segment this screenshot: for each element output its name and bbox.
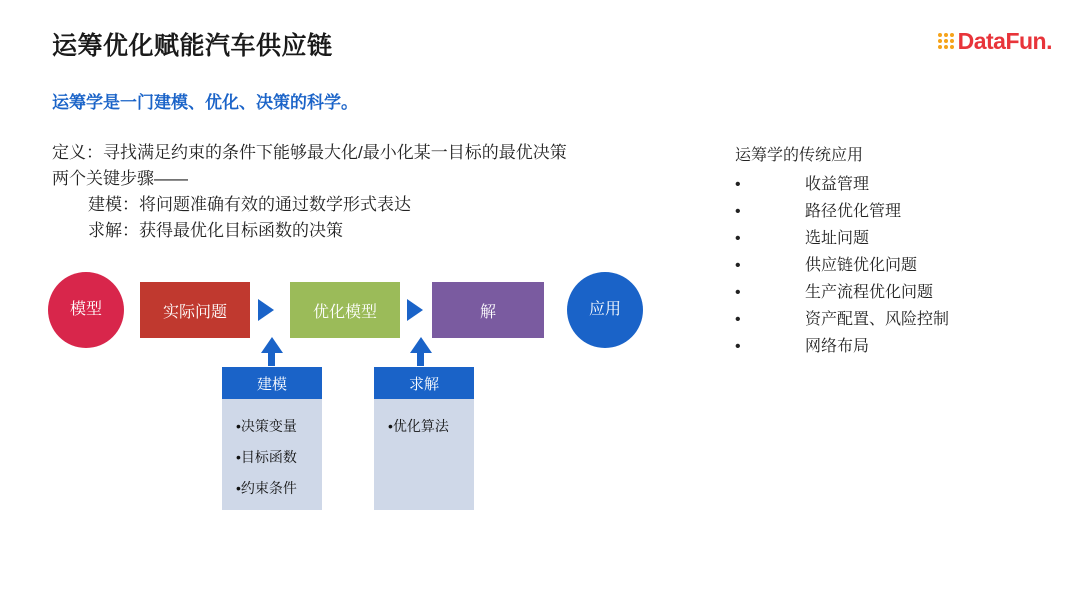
node-solution: 解 bbox=[432, 282, 544, 338]
panel-item: •决策变量 bbox=[236, 418, 297, 434]
list-item: • 选址问题 bbox=[735, 225, 1065, 252]
panel-solving-body bbox=[374, 399, 474, 452]
logo-text-fun: Fun. bbox=[1005, 27, 1052, 54]
list-item: • 收益管理 bbox=[735, 171, 1065, 198]
arrow-up-icon bbox=[410, 337, 432, 353]
datafun-logo bbox=[938, 28, 1052, 54]
arrow-right-icon bbox=[258, 299, 274, 321]
node-application: 应用 bbox=[567, 272, 643, 348]
traditional-applications-list bbox=[735, 142, 1065, 360]
application-items bbox=[735, 171, 1065, 360]
page-title: 运筹优化赋能汽车供应链 bbox=[52, 32, 333, 60]
node-optimization-model: 优化模型 bbox=[290, 282, 400, 338]
node-model: 模型 bbox=[48, 272, 124, 348]
panel-solving bbox=[374, 367, 474, 510]
panel-modeling-header: 建模 bbox=[222, 367, 322, 399]
node-real-problem: 实际问题 bbox=[140, 282, 250, 338]
definition-block bbox=[52, 140, 712, 244]
panel-item: •目标函数 bbox=[236, 449, 297, 465]
list-item: • 生产流程优化问题 bbox=[735, 279, 1065, 306]
list-item: • 供应链优化问题 bbox=[735, 252, 1065, 279]
definition-line-1: 定义：寻找满足约束的条件下能够最大化/最小化某一目标的最优决策 bbox=[52, 143, 567, 162]
list-item: • 路径优化管理 bbox=[735, 198, 1065, 225]
arrow-right-icon bbox=[407, 299, 423, 321]
panel-modeling-body bbox=[222, 399, 322, 514]
definition-line-3: 建模：将问题准确有效的通过数学形式表达 bbox=[88, 195, 411, 214]
arrow-up-icon bbox=[261, 337, 283, 353]
definition-line-4: 求解：获得最优化目标函数的决策 bbox=[88, 221, 343, 240]
list-item: • 资产配置、风险控制 bbox=[735, 306, 1065, 333]
arrow-up-stem bbox=[417, 352, 424, 366]
arrow-up-stem bbox=[268, 352, 275, 366]
list-title: 运筹学的传统应用 bbox=[735, 147, 864, 164]
logo-text-data: Data bbox=[957, 27, 1006, 54]
panel-modeling bbox=[222, 367, 322, 510]
definition-line-2: 两个关键步骤—— bbox=[52, 169, 188, 188]
panel-item: •优化算法 bbox=[388, 418, 449, 434]
panel-item: •约束条件 bbox=[236, 480, 297, 496]
logo-dots-icon bbox=[938, 33, 954, 49]
list-item: • 网络布局 bbox=[735, 333, 1065, 360]
slide-subtitle: 运筹学是一门建模、优化、决策的科学。 bbox=[52, 93, 358, 112]
panel-solving-header: 求解 bbox=[374, 367, 474, 399]
logo-wordmark bbox=[958, 28, 1052, 55]
